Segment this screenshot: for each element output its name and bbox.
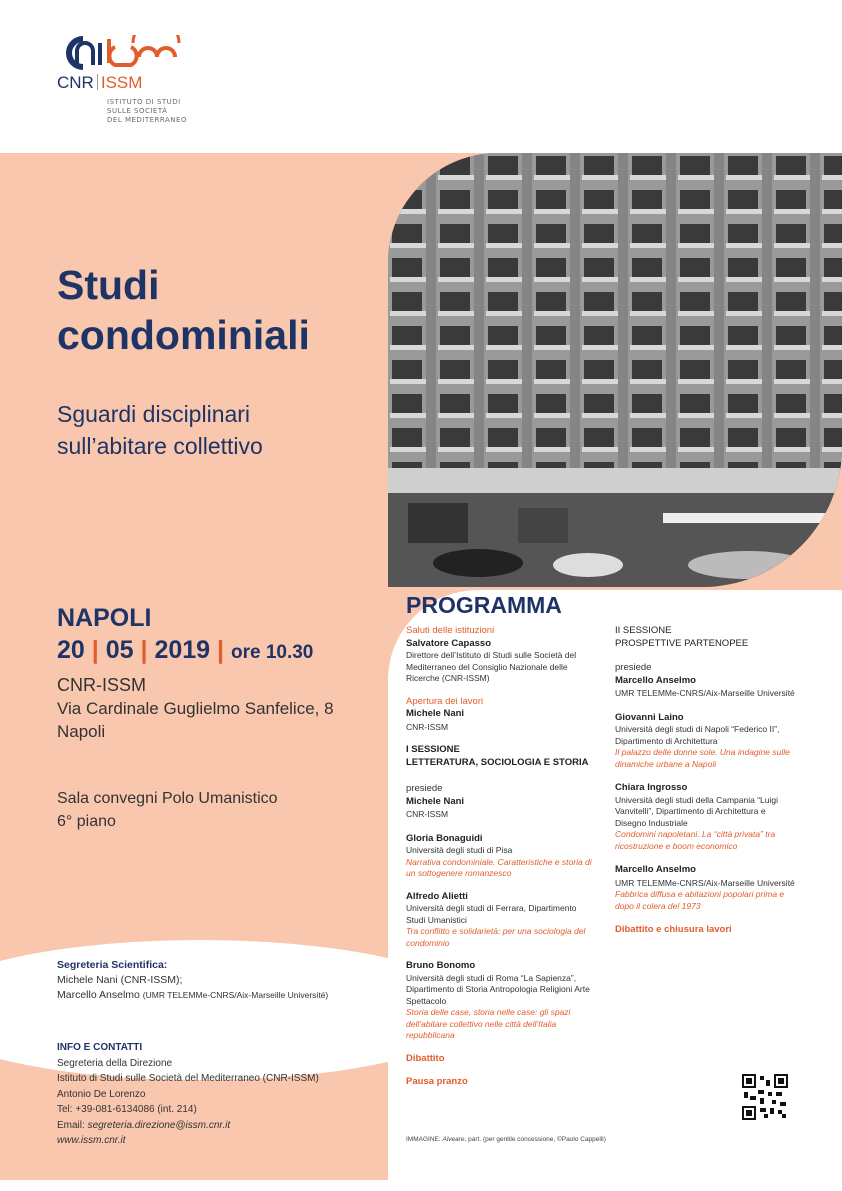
speaker-anselmo-2: Marcello Anselmo <box>615 864 696 875</box>
session-2-label: II SESSIONE <box>615 625 672 636</box>
building-image <box>388 153 842 587</box>
event-town: Napoli <box>57 722 106 741</box>
logo-sub-3: DEL MEDITERRANEO <box>107 116 187 124</box>
info-line-3: Antonio De Lorenzo <box>57 1088 146 1100</box>
bonomo-aff: Università degli studi di Roma “La Sapienza”, Dipartimento di Storia Antropologia Religioni Arte Spettacolo <box>406 972 590 1006</box>
session-2-title: PROSPETTIVE PARTENOPEE <box>615 637 749 649</box>
subtitle-line-2: sull’abitare collettivo <box>57 433 263 459</box>
bonaguidi-talk: Narrativa condominiale. Caratteristiche e storia di un sottogenere romanzesco <box>406 856 592 878</box>
alietti-talk: Tra conflitto e solidarietà: per una sociologia del condominio <box>406 926 586 948</box>
nani-1-aff: CNR-ISSM <box>406 721 449 732</box>
bonomo-talk: Storia delle case, storia nelle case: gli spazi dell’abitare collettivo nelle città dell’Italia repubblicana <box>406 1007 571 1040</box>
segreteria-name: Marcello Anselmo <box>57 989 143 1001</box>
segreteria-line-2 <box>57 988 328 1003</box>
date-sep: | <box>91 636 99 664</box>
speaker-anselmo-1: Marcello Anselmo <box>615 674 696 686</box>
info-line-1: Segreteria della Direzione <box>57 1057 173 1069</box>
qr-code-icon <box>742 1074 788 1120</box>
logo-cnr: CNR <box>57 73 94 92</box>
pausa-pranzo: Pausa pranzo <box>406 1076 468 1087</box>
anselmo-2-aff: UMR TELEMMe-CNRS/Aix-Marseille Université <box>615 877 795 888</box>
cnr-issm-logo <box>57 35 187 135</box>
website-link[interactable]: www.issm.cnr.it <box>57 1135 126 1146</box>
info-phone: Tel: +39-081-6134086 (int. 214) <box>57 1104 197 1115</box>
session-1-title: LETTERATURA, SOCIOLOGIA E STORIA <box>406 756 589 768</box>
speaker-bonomo: Bruno Bonomo <box>406 960 476 971</box>
session-1-label: I SESSIONE <box>406 744 460 755</box>
info-line-2: Istituto di Studi sulle Società del Mediterraneo (CNR-ISSM) <box>57 1073 319 1084</box>
ingrosso-aff: Università degli studi della Campania “Luigi Vanvitelli”, Dipartimento di Architettura e Disegno Industriale <box>615 794 779 828</box>
date-day: 20 <box>57 636 85 664</box>
bottom-margin <box>0 1180 842 1191</box>
event-date <box>57 633 334 670</box>
subtitle-line-1: Sguardi disciplinari <box>57 401 251 427</box>
chiusura-lavori: Dibattito e chiusura lavori <box>615 924 732 935</box>
alietti-aff: Università degli studi di Ferrara, Dipartimento Studi Umanistici <box>406 903 577 925</box>
speaker-alietti: Alfredo Alietti <box>406 890 468 902</box>
capasso-aff: Direttore dell’Istituto di Studi sulle Società del Mediterraneo del Consiglio Nazionale delle Ricerche (CNR-ISSM) <box>406 650 577 683</box>
segreteria-line-1: Michele Nani (CNR-ISSM); <box>57 974 183 986</box>
credit-label: IMMAGINE: <box>406 1136 443 1143</box>
logo-sub-2: SULLE SOCIETÀ <box>107 107 168 115</box>
credit-rest: , part. (per gentile concessione, ©Paolo Cappelli) <box>464 1136 606 1143</box>
speaker-nani-1: Michele Nani <box>406 708 465 719</box>
presiede-2: presiede <box>615 662 652 673</box>
speaker-capasso: Salvatore Capasso <box>406 637 492 649</box>
credit-title: Alveare <box>442 1136 465 1143</box>
nani-2-aff: CNR-ISSM <box>406 809 449 819</box>
event-address: Via Cardinale Guglielmo Sanfelice, 8 <box>57 699 334 718</box>
event-time: ore 10.30 <box>230 642 314 663</box>
laino-aff: Università degli studi di Napoli “Federico II”, Dipartimento di Architettura <box>615 724 780 746</box>
segreteria-label: Segreteria Scientifica: <box>57 959 168 971</box>
speaker-bonaguidi: Gloria Bonaguidi <box>406 832 483 844</box>
info-label: INFO E CONTATTI <box>57 1042 143 1053</box>
building-photo <box>388 153 842 587</box>
programma-heading: PROGRAMMA <box>406 592 562 618</box>
title-line-2: condominiali <box>57 312 310 358</box>
laino-talk: Il palazzo delle donne sole. Una indagine sulle dinamiche urbane a Napoli <box>615 747 790 769</box>
info-email-row <box>57 1118 319 1134</box>
date-year: 2019 <box>154 636 211 664</box>
apertura-label: Apertura dei lavori <box>406 695 484 707</box>
anselmo-1-aff: UMR TELEMMe-CNRS/Aix-Marseille Université <box>615 688 795 698</box>
speaker-nani-2: Michele Nani <box>406 795 465 807</box>
event-city: NAPOLI <box>57 604 152 632</box>
saluti-label: Saluti delle istituzioni <box>406 625 495 636</box>
logo-issm: ISSM <box>100 73 143 92</box>
ingrosso-talk: Condomini napoletani. La “città privata” tra ricostruzione e boom economico <box>615 829 776 851</box>
title-line-1: Studi <box>57 262 160 308</box>
image-credit <box>406 1136 606 1143</box>
logo-mark-icon <box>57 35 187 71</box>
dibattito: Dibattito <box>406 1052 445 1064</box>
bonaguidi-aff: Università degli studi di Pisa <box>406 845 513 855</box>
date-month: 05 <box>105 636 134 664</box>
event-room: Sala convegni Polo Umanistico <box>57 790 278 807</box>
event-venue: CNR-ISSM <box>57 675 146 695</box>
logo-sub-1: ISTITUTO DI STUDI <box>107 98 181 106</box>
email-link[interactable]: segreteria.direzione@issm.cnr.it <box>87 1119 231 1131</box>
date-sep: | <box>140 636 148 664</box>
speaker-laino: Giovanni Laino <box>615 711 684 723</box>
speaker-ingrosso: Chiara Ingrosso <box>615 782 688 793</box>
anselmo-2-talk: Fabbrica diffusa e abitazioni popolari prima e dopo il colera del 1973 <box>615 889 785 911</box>
event-floor: 6° piano <box>57 813 116 830</box>
email-label: Email: <box>57 1119 88 1131</box>
segreteria-aff: (UMR TELEMMe-CNRS/Aix-Marseille Université) <box>142 990 329 1000</box>
date-sep: | <box>217 636 225 664</box>
presiede-1: presiede <box>406 783 443 794</box>
